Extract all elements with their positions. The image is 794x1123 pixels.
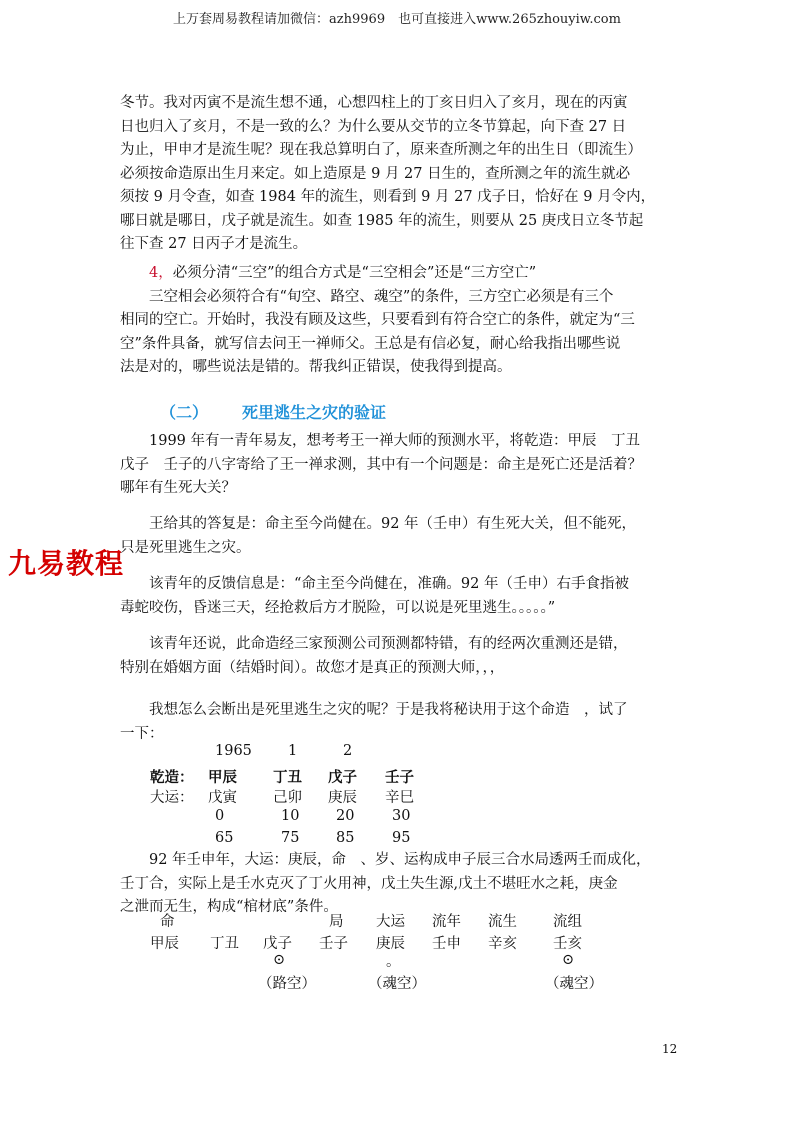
point-4 <box>120 262 675 380</box>
text-line: 日也归入了亥月，不是一致的么？为什么要从交节的立冬节算起，向下查 27 日 <box>120 118 627 135</box>
kong-note: （魂空） <box>368 976 426 992</box>
table-cell: 甲辰 <box>150 936 179 952</box>
table-header: 流组 <box>553 914 582 930</box>
text-line: 往下查 27 日丙子才是流生。 <box>120 236 308 252</box>
text-line: 毒蛇咬伤，昏迷三天，经抢救后方才脱险，可以说是死里逃生。。。。。” <box>120 599 556 616</box>
age-value: 10 <box>281 808 300 824</box>
page-header: 上万套周易教程请加微信：azh9969 也可直接进入www.265zhouyiw.com <box>173 12 621 27</box>
text-line: 92 年壬申年，大运：庚辰，命 、岁、运构成申子辰三合水局透两壬而成化， <box>149 852 651 868</box>
age-value: 30 <box>392 808 411 824</box>
text-line: 冬节。我对丙寅不是流生想不通，心想四柱上的丁亥日归入了亥月，现在的丙寅 <box>120 95 628 111</box>
text-line: 特别在婚姻方面（结婚时间）。故您才是真正的预测大师，，， <box>120 659 505 676</box>
age-value: 75 <box>281 830 300 846</box>
point-number: 4， <box>149 265 173 281</box>
table-cell: 丁丑 <box>210 936 239 952</box>
table-cell: 辛亥 <box>488 936 517 952</box>
paragraph-1 <box>120 92 675 257</box>
text-line: 该青年还说，此命造经三家预测公司预测都特错，有的经两次重测还是错， <box>149 636 628 652</box>
text-line: 为止，甲申才是流生呢？现在我总算明白了，原来查所测之年的出生日（即流生） <box>120 142 642 158</box>
kong-note: （路空） <box>258 976 316 992</box>
text-line: 空”条件具备，就写信去问王一禅师父。王总是有信必复，耐心给我指出哪些说 <box>120 335 621 352</box>
age-value: 95 <box>392 830 411 846</box>
text-line: 戊子 壬子的八字寄给了王一禅求测，其中有一个问题是：命主是死亡还是活着？ <box>120 456 642 473</box>
pillar: 丁丑 <box>273 769 302 786</box>
point-text: 必须分清“三空”的组合方式是“三空相会”还是“三方空亡” <box>172 265 537 281</box>
paragraph-5 <box>120 573 675 620</box>
text-line: 一下： <box>120 725 164 742</box>
day-value: 2 <box>343 743 353 759</box>
dayun-pillar: 辛巳 <box>385 790 414 806</box>
section-heading <box>160 400 386 423</box>
text-line: 哪年有生死大关？ <box>120 480 236 496</box>
text-line: 该青年的反馈信息是：“命主至今尚健在，准确。92 年（壬申）右手食指被 <box>149 576 629 592</box>
table-cell: 庚辰 <box>376 936 405 952</box>
text-line: 须按 9 月令查，如查 1984 年的流生，则看到 9 月 27 戊子日，恰好在 9 月令内， <box>120 189 656 205</box>
kong-mark: 。 <box>386 954 401 970</box>
table-cell: 戊子 <box>263 936 292 952</box>
month-value: 1 <box>288 743 298 759</box>
table-header: 局 <box>329 914 344 930</box>
text-line: 壬丁合，实际上是壬水克灭了丁火用神，戊土失生源,戊土不堪旺水之耗，庚金 <box>120 875 618 892</box>
qian-label: 乾造： <box>150 769 194 786</box>
age-value: 20 <box>336 808 355 824</box>
section-number: （二） <box>160 403 209 422</box>
paragraph-6 <box>120 633 675 680</box>
table-cell: 壬子 <box>319 936 348 952</box>
table-header: 流年 <box>432 914 461 930</box>
age-value: 65 <box>215 830 234 846</box>
text-line: 相同的空亡。开始时，我没有顾及这些，只要看到有符合空亡的条件，就定为“三 <box>120 312 635 328</box>
table-header: 大运 <box>376 914 405 930</box>
kong-mark: ⊙ <box>273 952 286 968</box>
paragraph-8 <box>120 849 675 920</box>
age-value: 85 <box>336 830 355 846</box>
year-value: 1965 <box>215 743 252 759</box>
text-line: 必须按命造原出生月来定。如上造原是 9 月 27 日生的，查所测之年的流生就必 <box>120 165 631 182</box>
age-value: 0 <box>215 808 225 824</box>
table-header: 流生 <box>488 914 517 930</box>
paragraph-4 <box>120 513 675 560</box>
dayun-pillar: 戊寅 <box>208 790 237 806</box>
pillar: 甲辰 <box>208 769 237 786</box>
text-line: 王给其的答复是：命主至今尚健在。92 年（壬申）有生死大关，但不能死， <box>149 516 637 532</box>
watermark-logo: 九易教程 <box>8 547 125 580</box>
text-line: 只是死里逃生之灾。 <box>120 539 251 556</box>
paragraph-3 <box>120 430 675 501</box>
paragraph-7 <box>120 699 675 746</box>
section-title: 死里逃生之灾的验证 <box>242 403 387 422</box>
text-line: 之泄而无生，构成“棺材底”条件。 <box>120 899 338 915</box>
kong-note: （魂空） <box>545 976 603 992</box>
table-cell: 壬申 <box>432 936 461 952</box>
table-cell: 壬亥 <box>553 936 582 952</box>
text-line: 三空相会必须符合有“旬空、路空、魂空”的条件，三方空亡必须是有三个 <box>149 288 614 305</box>
table-header: 命 <box>160 914 175 930</box>
text-line: 我想怎么会断出是死里逃生之灾的呢？于是我将秘诀用于这个命造 ，试了 <box>149 702 628 718</box>
text-line: 1999 年有一青年易友，想考考王一禅大师的预测水平，将乾造：甲辰 丁丑 <box>149 433 641 449</box>
dayun-label: 大运： <box>150 790 194 806</box>
pillar: 壬子 <box>385 769 414 786</box>
kong-mark: ⊙ <box>562 952 575 968</box>
dayun-pillar: 己卯 <box>273 790 302 806</box>
text-line: 法是对的，哪些说法是错的。帮我纠正错误，使我得到提高。 <box>120 359 512 375</box>
dayun-pillar: 庚辰 <box>328 790 357 806</box>
pillar: 戊子 <box>328 769 357 786</box>
page-number: 12 <box>662 1042 678 1056</box>
text-line: 哪日就是哪日，戊子就是流生。如查 1985 年的流生，则要从 25 庚戌日立冬节起 <box>120 212 644 229</box>
